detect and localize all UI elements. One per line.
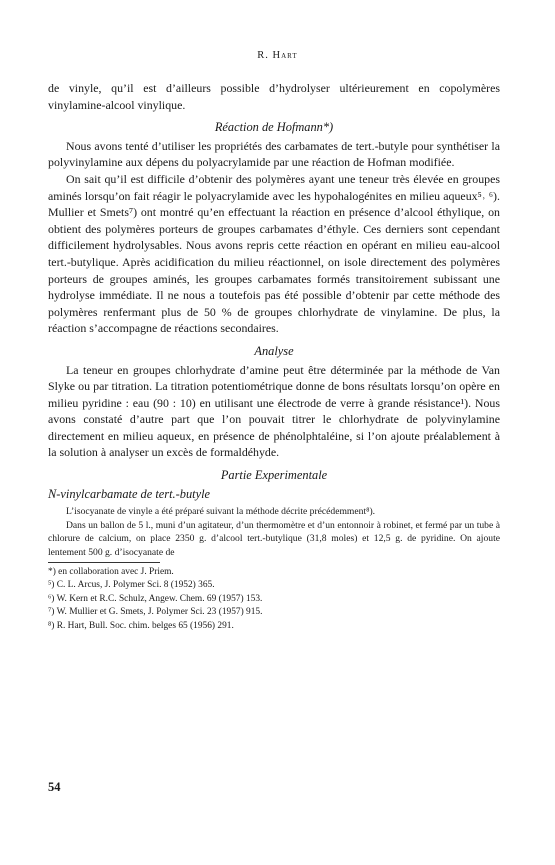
page-number: 54: [48, 780, 61, 794]
experimental-paragraph-1: L’isocyanate de vinyle a été préparé suivant la méthode décrite précédemment⁸).: [66, 506, 376, 518]
page-body: [48, 80, 500, 634]
intro-paragraph: de vinyle, qu’il est d’ailleurs possible d’hydrolyser ultérieurement en copolymères vinylamine-alcool vinylique.: [48, 81, 500, 112]
footnote-divider: [48, 562, 160, 563]
section-heading-hofmann: Réaction de Hofmann*): [214, 120, 334, 135]
section-heading-analyse: Analyse: [254, 343, 294, 358]
running-header: R. Hart: [257, 50, 298, 61]
footnotes: [48, 566, 500, 634]
footnote: ⁶) W. Kern et R.C. Schulz, Angew. Chem. 69 (1957) 153.: [48, 593, 263, 604]
analyse-paragraph: La teneur en groupes chlorhydrate d’amine peut être déterminée par la méthode de Van Slyke ou par titration. La titration potentiométrique donne de bons résultats lorsqu’on opère en milieu pyridine : eau (90 : 10) en utilisant une électrode de verre à grande résistance¹). Nous avons constaté d’autre part que l’on pouvait titrer le chlorhydrate de polyvinylamine directement en milieu aqueux, en présence de phénolphtaléine, si l’on ajoute préalablement à la solution à analyser un excès de formaldéhyde.: [48, 362, 500, 460]
footnote: ⁸) R. Hart, Bull. Soc. chim. belges 65 (1956) 291.: [48, 621, 234, 631]
hofmann-paragraph-2: On sait qu’il est difficile d’obtenir des polymères ayant une teneur très élevée en groupes aminés lorsqu’on fait réagir le polyacrylamide avec les hypohalogénites en milieu aqueux⁵˒ ⁶). Mullier et Smets⁷) ont montré qu’en effectuant la réaction en présence d’alcool éthylique, on obtient des polymères porteurs de groupes carbamates d’éthyle. Ces derniers sont cependant difficilement hydrolysables. Nous avons repris cette réaction en opérant en milieu eau-alcool tert.-butylique. Après acidification du milieu réactionnel, on isole directement des polymères porteurs de groupes aminés, les groupes carbamates formés transitoirement subissant une hydrolyse immédiate. Il ne nous a toutefois pas été possible d’obtenir par cette méthode des polymères renfermant plus de 50 % de groupes chlorhydrate de vinylamine. De plus, la réaction s’accompagne de réactions secondaires.: [48, 171, 500, 336]
footnote: *) en collaboration avec J. Priem.: [48, 566, 174, 577]
section-heading-experimental: Partie Experimentale: [220, 468, 328, 483]
hofmann-paragraph-1: Nous avons tenté d’utiliser les propriétés des carbamates de tert.-butyle pour synthétiser la polyvinylamine aux dépens du polyacrylamide par une réaction de Hofman modifiée.: [48, 138, 500, 170]
experimental-paragraph-2: Dans un ballon de 5 l., muni d’un agitateur, d’un thermomètre et d’un entonnoir à robinet, et fermé par un tube à chlorure de calcium, on place 2350 g. d’alcool tert.-butylique (31,8 moles) et 12,5 g. de pyridine. On ajoute lentement 500 g. d’isocyanate de: [48, 519, 500, 559]
footnote: ⁵) C. L. Arcus, J. Polymer Sci. 8 (1952) 365.: [48, 580, 215, 591]
experimental-text: [48, 505, 500, 559]
footnote: ⁷) W. Mullier et G. Smets, J. Polymer Sci. 23 (1957) 915.: [48, 607, 263, 618]
subsection-heading: N-vinylcarbamate de tert.-butyle: [48, 486, 211, 501]
